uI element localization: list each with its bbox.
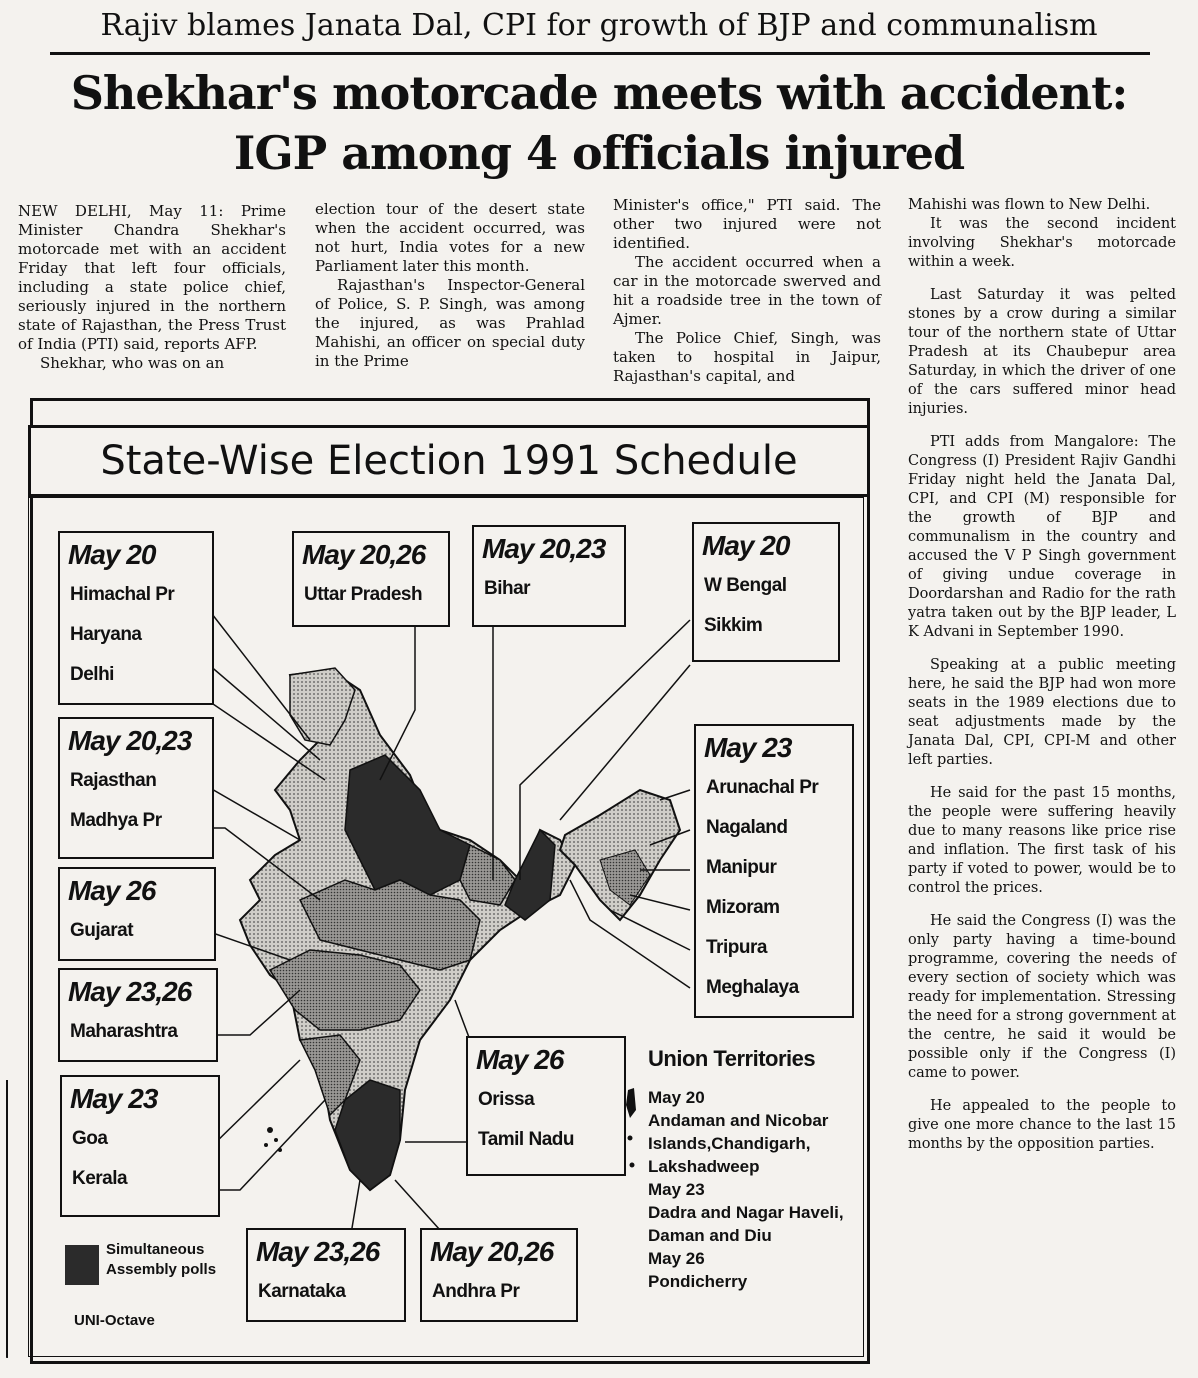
state-label: Maharashtra bbox=[70, 1021, 178, 1042]
col2-para-1: election tour of the desert state when the accident occurred, was not hurt, India votes for a new Parliament later this month. bbox=[315, 200, 585, 275]
map-andaman bbox=[626, 1088, 636, 1118]
schedule-date: May 20,23 bbox=[68, 725, 192, 756]
legend-swatch bbox=[65, 1245, 99, 1285]
headline-line-1: Shekhar's motorcade meets with accident: bbox=[70, 66, 1128, 120]
col4-para-3: Last Saturday it was pelted stones by a crow during a similar tour of the northern state of Uttar Pradesh at its Chaubepur area Saturday, in which the driver of one of the cars suffered minor head injuries. bbox=[908, 287, 1176, 417]
schedule-date: May 20,26 bbox=[302, 539, 426, 570]
ut-line: May 20 bbox=[648, 1088, 705, 1107]
schedule-date: May 20 bbox=[68, 539, 156, 570]
ut-line: May 26 bbox=[648, 1249, 705, 1268]
col4-para-7: He said the Congress (I) was the only party having a time-bound programme, covering the needs of every section of society which was ready for implementation. Stressing the need for a strong government at the centre, he said it would be possible only if the Congress (I) came to power. bbox=[908, 913, 1176, 1081]
state-label: Mizoram bbox=[706, 897, 780, 918]
col4-para-5: Speaking at a public meeting here, he said the BJP had won more seats in the 1989 elections due to seat adjustments made by the Janata Dal, CPI, CPI-M and other left parties. bbox=[908, 657, 1176, 768]
state-label: Kerala bbox=[72, 1168, 128, 1189]
map-title: State-Wise Election 1991 Schedule bbox=[100, 438, 798, 484]
col4-para-8: He appealed to the people to give one more chance to the last 15 months by the opposition parties. bbox=[908, 1098, 1176, 1152]
schedule-box-may20-23-west bbox=[58, 717, 214, 859]
schedule-date: May 23,26 bbox=[256, 1236, 380, 1267]
schedule-date: May 20 bbox=[702, 530, 790, 561]
map-lakshadweep bbox=[267, 1127, 273, 1133]
schedule-box-may20-26-andhra bbox=[420, 1228, 578, 1322]
col3-para-1: Minister's office," PTI said. The other two injured were not identified. bbox=[613, 196, 881, 252]
ut-title: Union Territories bbox=[648, 1046, 816, 1071]
legend-line-1: Simultaneous bbox=[106, 1241, 205, 1258]
legend bbox=[106, 1240, 216, 1280]
state-label: Haryana bbox=[70, 624, 142, 645]
state-label: Uttar Pradesh bbox=[304, 584, 423, 605]
schedule-date: May 23,26 bbox=[68, 976, 192, 1007]
state-label: Delhi bbox=[70, 664, 114, 685]
union-territories bbox=[648, 1046, 848, 1293]
col2-para-2: Rajasthan's Inspector-General of Police, S. P. Singh, was among the injured, as was Prahlad Mahishi, an officer on special duty in the Prime bbox=[315, 276, 585, 370]
state-label: Nagaland bbox=[706, 817, 788, 838]
state-label: W Bengal bbox=[704, 575, 787, 596]
schedule-date: May 23 bbox=[70, 1083, 158, 1114]
state-label: Bihar bbox=[484, 578, 531, 599]
strap-headline: Rajiv blames Janata Dal, CPI for growth of BJP and communalism bbox=[100, 8, 1098, 43]
schedule-box-may23-26-karnataka bbox=[246, 1228, 406, 1322]
state-label: Himachal Pr bbox=[70, 584, 175, 605]
schedule-box-may23-northeast bbox=[694, 724, 854, 1018]
col3-para-2: The accident occurred when a car in the motorcade swerved and hit a roadside tree in the town of Ajmer. bbox=[613, 253, 881, 328]
col1-para-2: Shekhar, who was on an bbox=[40, 354, 225, 372]
schedule-date: May 20,23 bbox=[482, 533, 606, 564]
ut-line: Dadra and Nagar Haveli, bbox=[648, 1203, 844, 1222]
ut-line: Daman and Diu bbox=[648, 1226, 772, 1245]
schedule-date: May 26 bbox=[68, 875, 156, 906]
schedule-box-may26-east-south bbox=[466, 1036, 626, 1176]
schedule-box-may20-23-bihar bbox=[472, 525, 626, 627]
ut-line: Lakshadweep bbox=[648, 1157, 760, 1176]
ut-line: Islands,Chandigarh, bbox=[648, 1134, 811, 1153]
state-label: Tamil Nadu bbox=[478, 1129, 574, 1150]
schedule-box-may20-north bbox=[58, 531, 214, 705]
schedule-date: May 23 bbox=[704, 732, 792, 763]
state-label: Andhra Pr bbox=[432, 1281, 520, 1302]
col4-para-6: He said for the past 15 months, the people were suffering heavily due to many reasons like price rise and inflation. The first task of his party if voted to power, would be to control the prices. bbox=[908, 785, 1176, 896]
state-label: Tripura bbox=[706, 937, 767, 958]
col1-para-1: NEW DELHI, May 11: Prime Minister Chandra Shekhar's motorcade met with an accident Friday that left four officials, including a state police chief, seriously injured in the northern state of Rajasthan, the Press Trust of India (PTI) said, reports AFP. bbox=[18, 202, 286, 353]
headline-line-2: IGP among 4 officials injured bbox=[233, 126, 965, 180]
state-label: Meghalaya bbox=[706, 977, 799, 998]
state-label: Sikkim bbox=[704, 615, 763, 636]
state-label: Madhya Pr bbox=[70, 810, 162, 831]
ut-line: Andaman and Nicobar bbox=[648, 1111, 829, 1130]
state-label: Gujarat bbox=[70, 920, 134, 941]
state-label: Goa bbox=[72, 1128, 108, 1149]
schedule-box-may23-26-maharashtra bbox=[58, 968, 218, 1062]
schedule-date: May 20,26 bbox=[430, 1236, 554, 1267]
col3-para-3: The Police Chief, Singh, was taken to hospital in Jaipur, Rajasthan's capital, and bbox=[613, 329, 881, 385]
state-label: Karnataka bbox=[258, 1281, 346, 1302]
state-label: Rajasthan bbox=[70, 770, 157, 791]
legend-line-2: Assembly polls bbox=[106, 1261, 217, 1278]
map-credit: UNI-Octave bbox=[74, 1312, 155, 1329]
state-label: Manipur bbox=[706, 857, 777, 878]
col4-para-1: Mahishi was flown to New Delhi. bbox=[908, 197, 1151, 213]
schedule-box-may20-east bbox=[692, 522, 840, 662]
ut-line: Pondicherry bbox=[648, 1272, 748, 1291]
schedule-box-may20-26-up bbox=[292, 531, 450, 627]
ut-line: May 23 bbox=[648, 1180, 705, 1199]
col4-para-4: PTI adds from Mangalore: The Congress (I) President Rajiv Gandhi Friday night held the Janata Dal, CPI, and CPI (M) responsible for the growth of BJP and communalism in the country and accused the V P Singh government of giving undue coverage in Doordarshan and Radio for the rath yatra taken out by the BJP leader, L K Advani in September 1990. bbox=[908, 434, 1176, 640]
col4-para-2: It was the second incident involving Shekhar's motorcade within a week. bbox=[908, 216, 1176, 270]
schedule-box-may26-gujarat bbox=[58, 867, 216, 961]
schedule-box-may23-south-west bbox=[60, 1075, 220, 1217]
state-label: Arunachal Pr bbox=[706, 777, 819, 798]
schedule-date: May 26 bbox=[476, 1044, 564, 1075]
state-label: Orissa bbox=[478, 1089, 535, 1110]
